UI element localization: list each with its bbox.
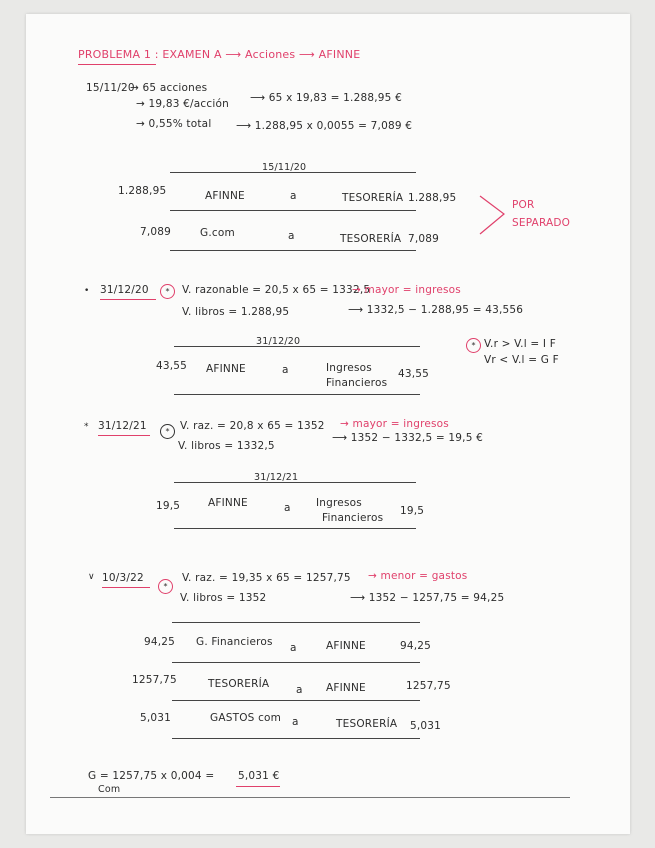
s1-journal-date: 15/11/20 <box>262 162 307 173</box>
s2-side1: V.r > V.l = I F <box>484 338 556 350</box>
s3-date: 31/12/21 <box>98 420 147 432</box>
s2-line2-result: ⟶ 1332,5 − 1.288,95 = 43,556 <box>348 304 524 316</box>
s2-r1-a: a <box>282 364 289 376</box>
s4-line1-note: → menor = gastos <box>368 570 468 582</box>
s4-formula: G = 1257,75 x 0,004 = <box>88 770 215 782</box>
s1-r1-amount: 1.288,95 <box>118 185 167 197</box>
s2-r1-debit: AFINNE <box>206 363 246 375</box>
s1-r1-credit: TESORERÍA <box>342 192 404 204</box>
s1-r1-debit: AFINNE <box>205 190 245 202</box>
s3-r1-amount2: 19,5 <box>400 505 425 517</box>
s4-line1: V. raz. = 19,35 x 65 = 1257,75 <box>182 572 351 584</box>
s4-r3-debit: GASTOS com <box>210 712 282 724</box>
s4-r2-credit: AFINNE <box>326 682 366 694</box>
journal-rule <box>174 528 416 529</box>
s4-r3-amount: 5,031 <box>140 712 172 724</box>
s1-r2-a: a <box>288 230 295 242</box>
s4-formula-result: 5,031 € <box>238 770 280 782</box>
s4-r3-a: a <box>292 716 299 728</box>
journal-rule <box>174 394 420 395</box>
journal-rule <box>172 738 420 739</box>
s4-date: 10/3/22 <box>102 572 144 584</box>
s3-journal-date: 31/12/21 <box>254 472 299 483</box>
s3-r1-credit1: Ingresos <box>316 497 362 509</box>
s4-line2: V. libros = 1352 <box>180 592 267 604</box>
s4-r1-amount: 94,25 <box>144 636 176 648</box>
s2-date-underline <box>100 299 156 300</box>
s1-date: 15/11/20 <box>86 82 135 94</box>
s1-r2-credit: TESORERÍA <box>340 233 402 245</box>
s2-line1-note: → mayor = ingresos <box>352 284 461 296</box>
s2-side2: Vr < V.l = G F <box>484 354 559 366</box>
s3-line1-note: → mayor = ingresos <box>340 418 449 430</box>
s1-line3: → 0,55% total <box>136 118 212 130</box>
s3-line2-result: ⟶ 1352 − 1332,5 = 19,5 € <box>332 432 483 444</box>
s4-bullet: ∨ <box>88 572 95 582</box>
s1-r2-debit: G.com <box>200 227 235 239</box>
s3-line1: V. raz. = 20,8 x 65 = 1352 <box>180 420 325 432</box>
s1-line2-result: ⟶ 65 x 19,83 = 1.288,95 € <box>250 92 402 104</box>
s4-r2-debit: TESORERÍA <box>208 678 270 690</box>
s2-r1-credit1: Ingresos <box>326 362 372 374</box>
s2-journal-date: 31/12/20 <box>256 336 301 347</box>
s2-r1-credit2: Financieros <box>326 377 388 389</box>
s1-r2-amount: 7,089 <box>140 226 172 238</box>
s1-note: POR SEPARADO <box>512 199 571 229</box>
s4-r3-credit: TESORERÍA <box>336 718 398 730</box>
formula-result-underline <box>236 786 280 787</box>
s4-date-underline <box>102 587 150 588</box>
s4-r3-amount2: 5,031 <box>410 720 442 732</box>
s2-r1-amount: 43,55 <box>156 360 188 372</box>
s3-r1-debit: AFINNE <box>208 497 248 509</box>
s2-r1-amount2: 43,55 <box>398 368 430 380</box>
s2-line1: V. razonable = 20,5 x 65 = 1332,5 <box>182 284 371 296</box>
journal-rule <box>172 700 420 701</box>
s1-r1-a: a <box>290 190 297 202</box>
s3-r1-amount: 19,5 <box>156 500 181 512</box>
s4-r2-amount: 1257,75 <box>132 674 177 686</box>
s4-r1-amount2: 94,25 <box>400 640 432 652</box>
s4-r1-debit: G. Financieros <box>196 636 273 648</box>
s4-r2-a: a <box>296 684 303 696</box>
s3-date-underline <box>98 435 150 436</box>
journal-rule <box>172 622 420 623</box>
s2-line2: V. libros = 1.288,95 <box>182 306 290 318</box>
s4-r1-credit: AFINNE <box>326 640 366 652</box>
page-title: PROBLEMA 1 : EXAMEN A ⟶ Acciones ⟶ AFINNE <box>78 48 361 61</box>
bracket-arrow <box>478 192 508 238</box>
asterisk-circle-icon: * <box>160 424 175 439</box>
s2-date: 31/12/20 <box>100 284 149 296</box>
journal-rule <box>170 250 416 251</box>
s4-formula-subscript: Com <box>98 784 121 795</box>
s1-r1-amount2: 1.288,95 <box>408 192 457 204</box>
s4-r1-a: a <box>290 642 297 654</box>
s2-bullet: • <box>84 286 90 296</box>
asterisk-circle-icon: * <box>466 338 481 353</box>
s1-line2: → 19,83 €/acción <box>136 98 229 110</box>
s4-r2-amount2: 1257,75 <box>406 680 451 692</box>
s1-line3-result: ⟶ 1.288,95 x 0,0055 = 7,089 € <box>236 120 413 132</box>
s1-line1: → 65 acciones <box>130 82 208 94</box>
s3-bullet: * <box>84 422 89 432</box>
asterisk-circle-icon: * <box>158 579 173 594</box>
journal-rule <box>170 210 416 211</box>
s4-line2-result: ⟶ 1352 − 1257,75 = 94,25 <box>350 592 505 604</box>
s3-r1-credit2: Financieros <box>322 512 384 524</box>
journal-rule <box>172 662 420 663</box>
s3-r1-a: a <box>284 502 291 514</box>
title-underline <box>78 64 156 65</box>
page-bottom-line <box>50 797 570 798</box>
s1-r2-amount2: 7,089 <box>408 233 440 245</box>
asterisk-circle-icon: * <box>160 284 175 299</box>
s3-line2: V. libros = 1332,5 <box>178 440 275 452</box>
